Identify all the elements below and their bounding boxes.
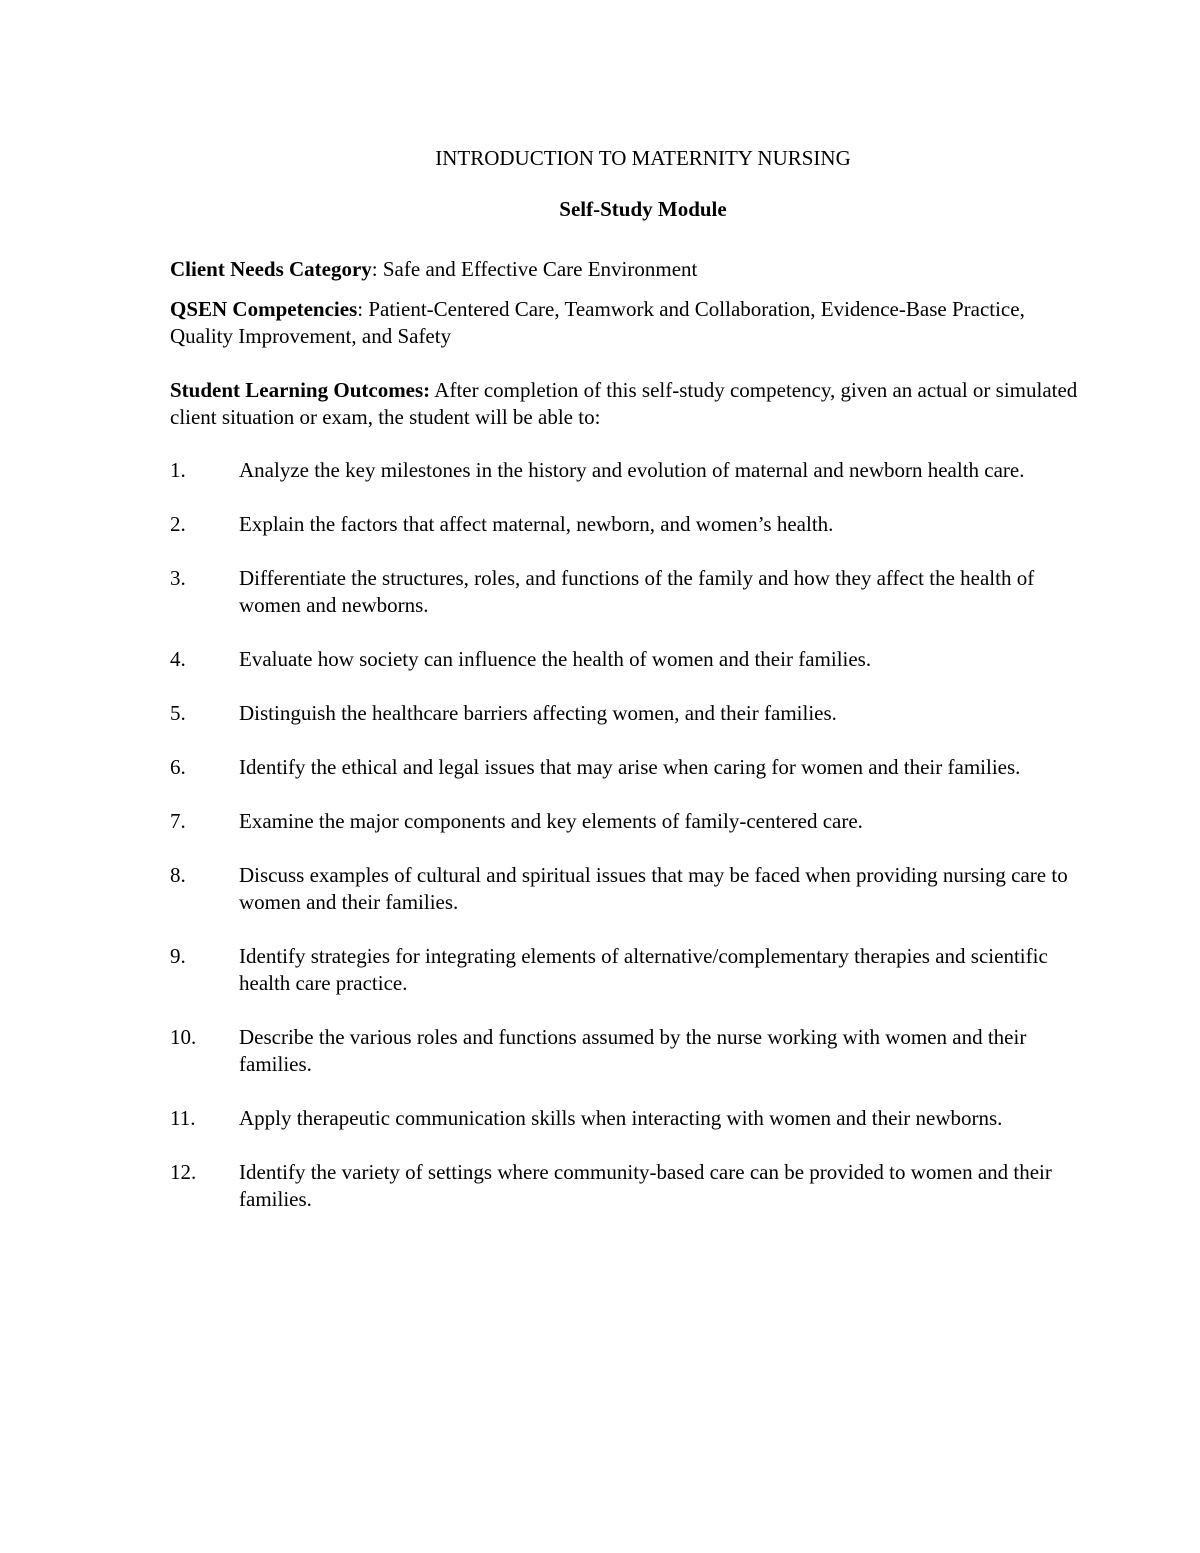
client-needs-value: : Safe and Effective Care Environment	[371, 257, 698, 281]
list-item-text: Explain the factors that affect maternal, newborn, and women’s health.	[239, 512, 834, 536]
list-item	[170, 808, 1100, 835]
list-item-text: Describe the various roles and functions assumed by the nurse working with women and their families.	[239, 1025, 1027, 1076]
list-item-text: Distinguish the healthcare barriers affecting women, and their families.	[239, 701, 837, 725]
list-item-text: Examine the major components and key elements of family-centered care.	[239, 809, 863, 833]
qsen-label: QSEN Competencies	[170, 297, 358, 321]
learning-outcomes-paragraph	[170, 377, 1090, 431]
list-item-text: Differentiate the structures, roles, and functions of the family and how they affect the health of women and newborns.	[239, 566, 1035, 617]
list-item-number: 10.	[170, 1025, 197, 1049]
list-item-number: 12.	[170, 1160, 197, 1184]
learning-outcomes-list	[170, 457, 1100, 1240]
list-item-number: 6.	[170, 755, 186, 779]
list-item	[170, 862, 1100, 916]
learning-outcomes-intro: After completion of this self-study competency, given an actual or simulated client situation or exam, the student will be able to:	[170, 378, 1078, 429]
list-item-text: Identify the variety of settings where community-based care can be provided to women and their families.	[239, 1160, 1052, 1211]
list-item-number: 9.	[170, 944, 186, 968]
list-item	[170, 1024, 1100, 1078]
list-item-number: 3.	[170, 566, 186, 590]
client-needs-label: Client Needs Category	[170, 257, 372, 281]
list-item	[170, 511, 1100, 538]
list-item	[170, 754, 1100, 781]
list-item-text: Discuss examples of cultural and spiritual issues that may be faced when providing nursing care to women and their families.	[239, 863, 1068, 914]
list-item-text: Apply therapeutic communication skills when interacting with women and their newborns.	[239, 1106, 1003, 1130]
list-item-text: Identify strategies for integrating elements of alternative/complementary therapies and scientific health care practice.	[239, 944, 1048, 995]
list-item	[170, 1159, 1100, 1213]
client-needs-paragraph	[170, 256, 1090, 283]
list-item-number: 1.	[170, 458, 186, 482]
list-item-text: Identify the ethical and legal issues that may arise when caring for women and their families.	[239, 755, 1021, 779]
list-item	[170, 646, 1100, 673]
list-item-number: 2.	[170, 512, 186, 536]
list-item-number: 4.	[170, 647, 186, 671]
list-item-text: Analyze the key milestones in the history and evolution of maternal and newborn health care.	[239, 458, 1025, 482]
list-item-number: 11.	[170, 1106, 196, 1130]
list-item	[170, 457, 1100, 484]
list-item	[170, 943, 1100, 997]
list-item	[170, 700, 1100, 727]
qsen-value: : Patient-Centered Care, Teamwork and Collaboration, Evidence-Base Practice, Quality Improvement, and Safety	[170, 297, 1025, 348]
qsen-paragraph	[170, 296, 1090, 350]
learning-outcomes-label: Student Learning Outcomes:	[170, 378, 431, 402]
list-item	[170, 565, 1100, 619]
document-subtitle: Self-Study Module	[559, 197, 727, 221]
list-item-number: 8.	[170, 863, 186, 887]
list-item-number: 7.	[170, 809, 186, 833]
list-item	[170, 1105, 1100, 1132]
document-title: INTRODUCTION TO MATERNITY NURSING	[435, 146, 851, 170]
list-item-text: Evaluate how society can influence the health of women and their families.	[239, 647, 872, 671]
list-item-number: 5.	[170, 701, 186, 725]
